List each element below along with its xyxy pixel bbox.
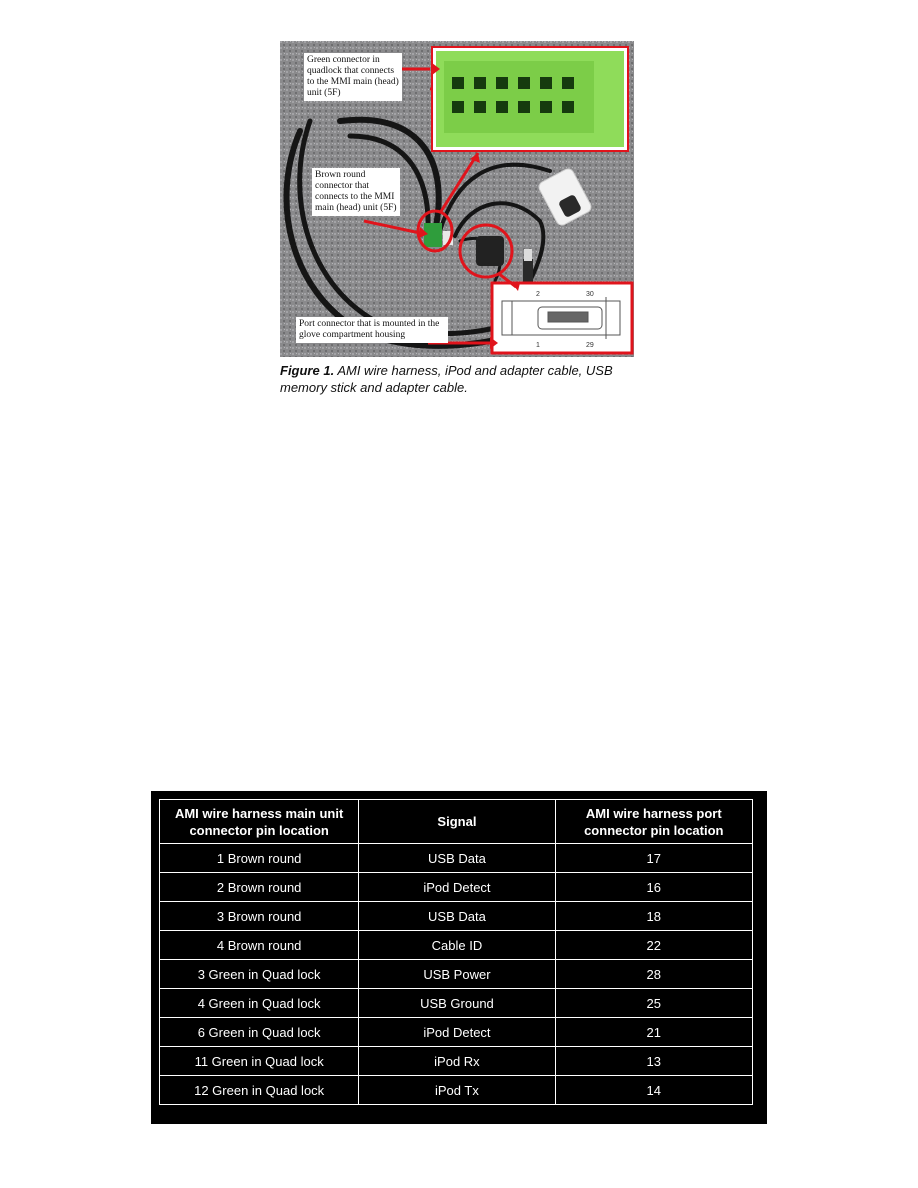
port-pin-cell: 14 xyxy=(555,1076,752,1105)
main-unit-pin-cell: 4 Brown round xyxy=(160,931,359,960)
caption-label: Figure 1. xyxy=(280,363,335,378)
header-main-unit-pin: AMI wire harness main unit connector pin location xyxy=(160,800,359,844)
main-unit-pin-cell: 3 Brown round xyxy=(160,902,359,931)
figure-caption xyxy=(280,362,660,396)
port-pin-cell: 21 xyxy=(555,1018,752,1047)
table-row xyxy=(160,1047,753,1076)
main-unit-pin-cell: 6 Green in Quad lock xyxy=(160,1018,359,1047)
table-row xyxy=(160,902,753,931)
port-pin-cell: 17 xyxy=(555,844,752,873)
signal-cell: USB Data xyxy=(359,844,555,873)
pin-table-container xyxy=(151,791,767,1124)
table-row xyxy=(160,1076,753,1105)
table-row xyxy=(160,1018,753,1047)
main-unit-pin-cell: 12 Green in Quad lock xyxy=(160,1076,359,1105)
table-row xyxy=(160,931,753,960)
pin-label-2: 2 xyxy=(536,291,540,298)
main-unit-pin-cell: 11 Green in Quad lock xyxy=(160,1047,359,1076)
table-row xyxy=(160,989,753,1018)
callout-brown-connector: Brown round connector that connects to the MMI main (head) unit (5F) xyxy=(312,168,400,216)
signal-cell: USB Power xyxy=(359,960,555,989)
header-signal: Signal xyxy=(359,800,555,844)
callout-green-connector: Green connector in quadlock that connects to the MMI main (head) unit (5F) xyxy=(304,53,402,101)
pin-label-1: 1 xyxy=(536,342,540,349)
signal-cell: iPod Rx xyxy=(359,1047,555,1076)
pin-label-29: 29 xyxy=(586,342,594,349)
main-unit-pin-cell: 2 Brown round xyxy=(160,873,359,902)
table-row xyxy=(160,960,753,989)
port-pin-cell: 18 xyxy=(555,902,752,931)
port-pin-cell: 13 xyxy=(555,1047,752,1076)
signal-cell: iPod Tx xyxy=(359,1076,555,1105)
main-unit-pin-cell: 3 Green in Quad lock xyxy=(160,960,359,989)
table-row xyxy=(160,873,753,902)
port-pin-cell: 22 xyxy=(555,931,752,960)
figure-photo xyxy=(280,41,634,357)
port-pin-cell: 25 xyxy=(555,989,752,1018)
signal-cell: iPod Detect xyxy=(359,873,555,902)
table-row xyxy=(160,844,753,873)
signal-cell: USB Data xyxy=(359,902,555,931)
pin-label-30: 30 xyxy=(586,291,594,298)
port-pin-cell: 16 xyxy=(555,873,752,902)
main-unit-pin-cell: 4 Green in Quad lock xyxy=(160,989,359,1018)
header-port-pin: AMI wire harness port connector pin location xyxy=(555,800,752,844)
port-pin-cell: 28 xyxy=(555,960,752,989)
main-unit-pin-cell: 1 Brown round xyxy=(160,844,359,873)
table-header-row xyxy=(160,800,753,844)
signal-cell: Cable ID xyxy=(359,931,555,960)
signal-cell: iPod Detect xyxy=(359,1018,555,1047)
callout-port-connector: Port connector that is mounted in the glove compartment housing xyxy=(296,317,448,343)
signal-cell: USB Ground xyxy=(359,989,555,1018)
pin-table xyxy=(159,799,753,1105)
caption-text: AMI wire harness, iPod and adapter cable, USB memory stick and adapter cable. xyxy=(280,363,613,395)
